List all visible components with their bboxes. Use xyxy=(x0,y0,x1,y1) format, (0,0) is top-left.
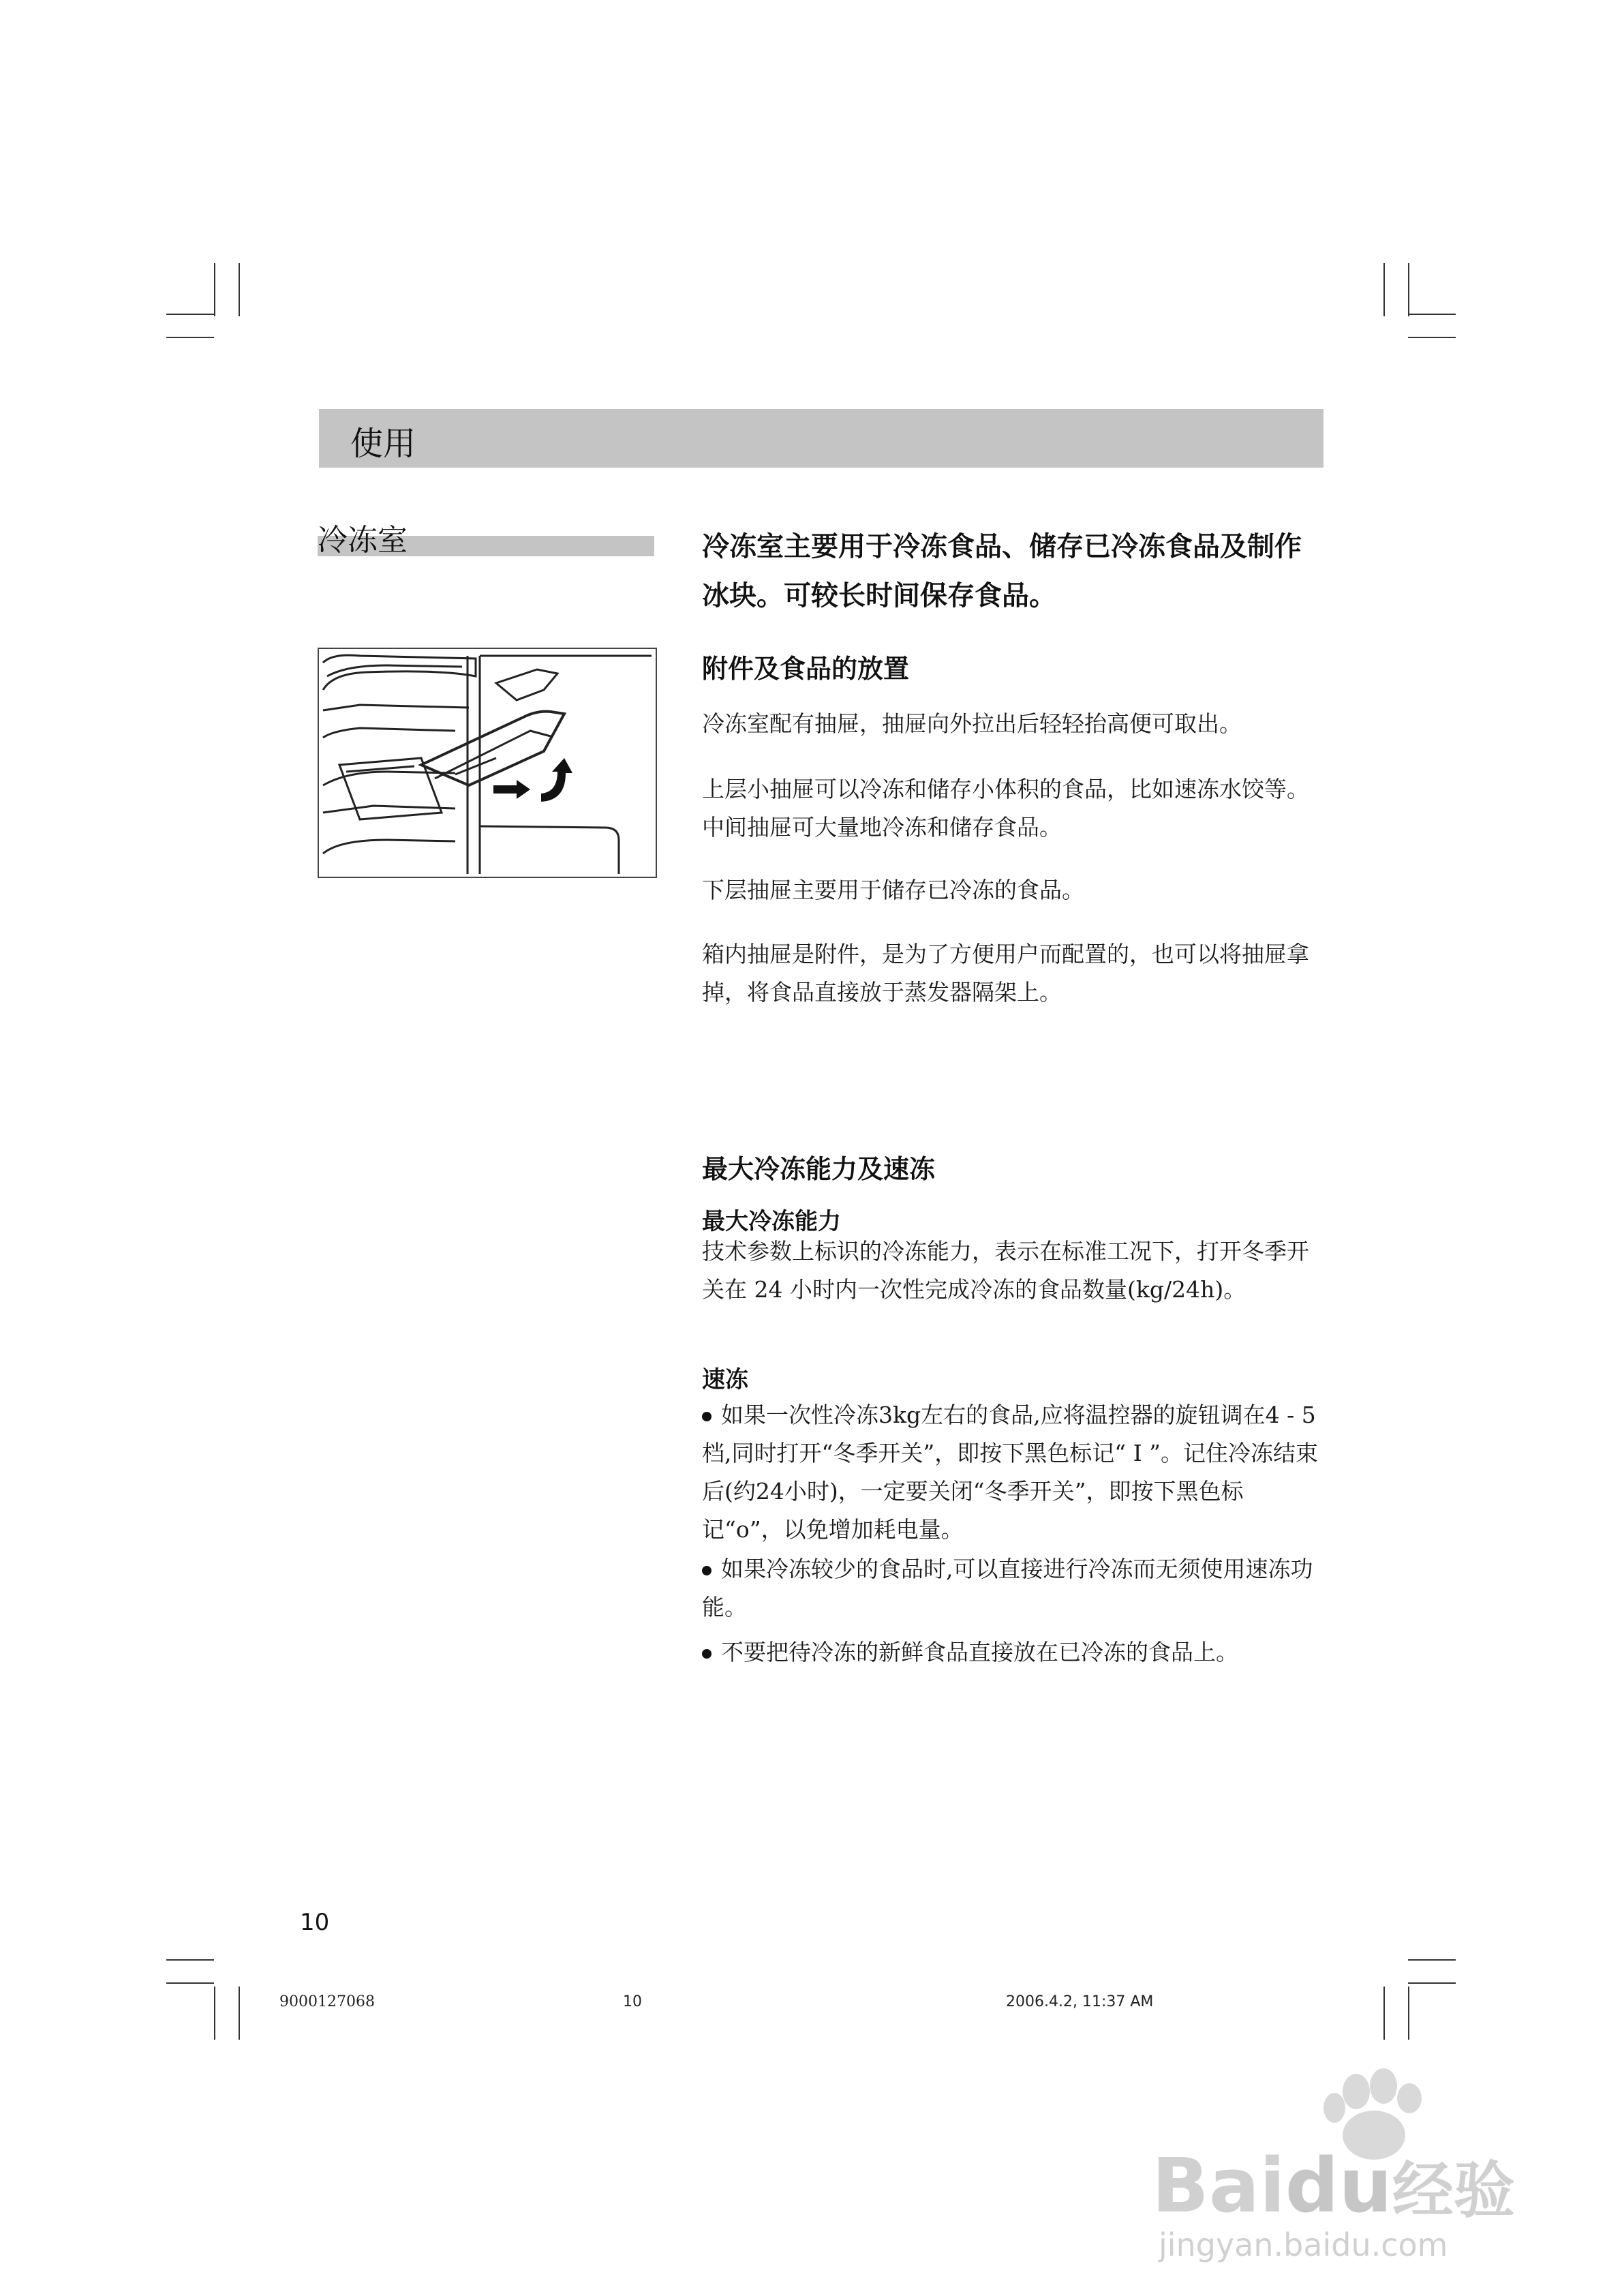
crop-mark xyxy=(166,1982,214,1984)
bullet-item xyxy=(702,1550,1322,1627)
quick-freeze-subheading: 速冻 xyxy=(702,1366,748,1393)
freezer-drawer-drawing xyxy=(319,649,656,877)
crop-mark xyxy=(1383,263,1385,316)
bullet-icon xyxy=(702,1412,711,1421)
capacity-paragraph: 技术参数上标识的冷冻能力，表示在标准工况下，打开冬季开关在 24 小时内一次性完成冷冻的食品数量(kg/24h)。 xyxy=(702,1238,1309,1303)
footer-timestamp: 2006.4.2, 11:37 AM xyxy=(1006,1993,1154,2010)
crop-mark xyxy=(1408,1982,1456,1984)
crop-mark xyxy=(166,1959,214,1961)
bullet-text: 不要把待冷冻的新鲜食品直接放在已冷冻的食品上。 xyxy=(721,1639,1238,1665)
section-label: 冷冻室 xyxy=(318,523,408,558)
capacity-heading: 最大冷冻能力及速冻 xyxy=(702,1154,936,1184)
crop-mark xyxy=(239,263,240,316)
bullet-item xyxy=(702,1633,1322,1672)
crop-mark xyxy=(1383,1987,1385,2040)
watermark-brand2: du xyxy=(1285,2142,1392,2229)
bullet-icon xyxy=(702,1649,711,1659)
section-label-block xyxy=(318,515,654,556)
bullet-text: 如果一次性冷冻3kg左右的食品,应将温控器的旋钮调在4 - 5档,同时打开“冬季开关”，即按下黑色标记“ I ”。记住冷冻结束后(约24小时)，一定要关闭“冬季开关”，即按下黑色标记“o”，以免增加耗电量。 xyxy=(702,1402,1318,1543)
watermark-url: jingyan.baidu.com xyxy=(1159,2226,1448,2263)
accessories-paragraph: 上层小抽屉可以冷冻和储存小体积的食品，比如速冻水饺等。中间抽屉可大量地冷冻和储存食品。 xyxy=(702,776,1309,841)
accessories-paragraph: 箱内抽屉是附件，是为了方便用户而配置的，也可以将抽屉拿掉，将食品直接放于蒸发器隔架上。 xyxy=(702,941,1309,1006)
bullet-text: 如果冷冻较少的食品时,可以直接进行冷冻而无须使用速冻功能。 xyxy=(702,1556,1313,1620)
header-bar xyxy=(319,409,1323,468)
capacity-subheading: 最大冷冻能力 xyxy=(702,1208,841,1235)
crop-mark xyxy=(1408,1959,1456,1961)
bullet-item xyxy=(702,1396,1322,1549)
accessories-heading: 附件及食品的放置 xyxy=(702,654,910,684)
watermark-cn: 经验 xyxy=(1392,2155,1515,2226)
crop-mark xyxy=(166,337,214,338)
watermark-brand: Bai xyxy=(1152,2142,1285,2229)
crop-mark xyxy=(1408,314,1456,315)
crop-mark xyxy=(1408,337,1456,338)
accessories-paragraph: 下层抽屉主要用于储存已冷冻的食品。 xyxy=(702,877,1084,903)
baidu-watermark xyxy=(1152,2059,1533,2263)
crop-mark xyxy=(1408,263,1409,316)
crop-mark xyxy=(166,314,214,315)
page-number: 10 xyxy=(300,1909,330,1936)
accessories-paragraph: 冷冻室配有抽屉，抽屉向外拉出后轻轻抬高便可取出。 xyxy=(702,710,1242,737)
crop-mark xyxy=(214,263,215,316)
page-title: 使用 xyxy=(350,425,416,463)
footer-page: 10 xyxy=(623,1993,642,2010)
freezer-drawer-illustration xyxy=(318,648,657,878)
footer-code: 9000127068 xyxy=(279,1993,375,2010)
bullet-icon xyxy=(702,1566,711,1575)
crop-mark xyxy=(1408,1987,1409,2040)
crop-mark xyxy=(214,1987,215,2040)
intro-text: 冷冻室主要用于冷冻食品、储存已冷冻食品及制作冰块。可较长时间保存食品。 xyxy=(702,531,1302,611)
crop-mark xyxy=(239,1987,240,2040)
